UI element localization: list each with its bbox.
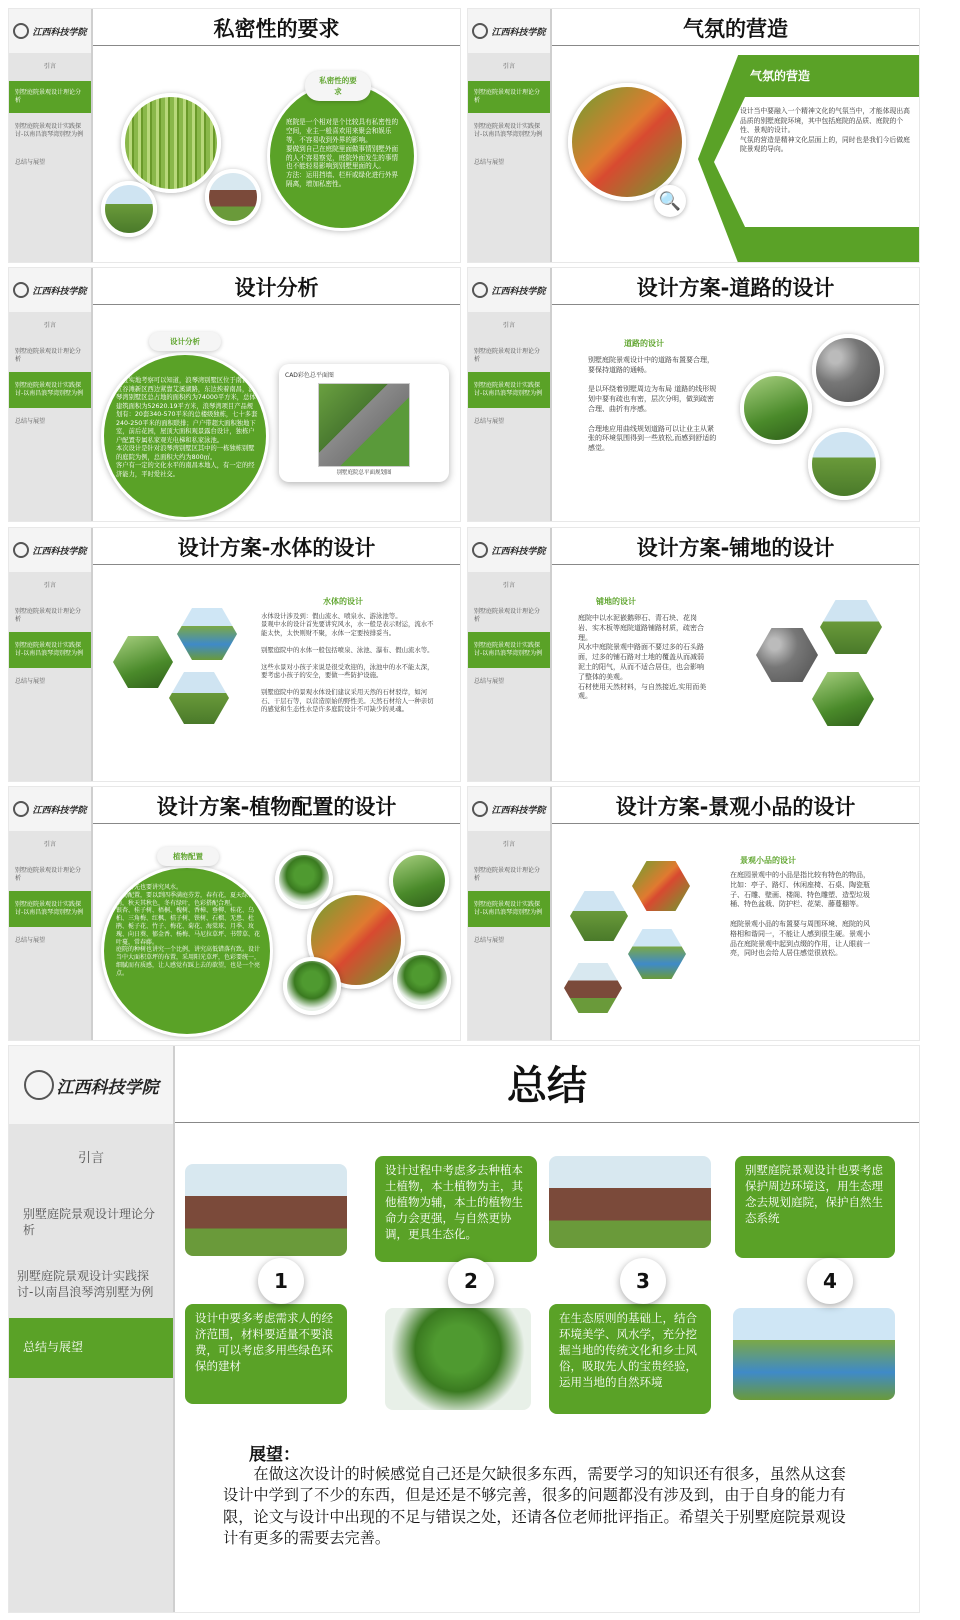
nav-summary[interactable]: 总结与展望 [15, 678, 46, 686]
slide-summary [8, 1045, 920, 1613]
cad-label: CAD彩色总平面图 [285, 372, 334, 379]
step-number-3: 3 [620, 1258, 666, 1304]
school-logo: 江西科技学院 [468, 787, 550, 831]
slide-planting [8, 786, 461, 1041]
analysis-text-circle [101, 352, 269, 520]
step-number-1: 1 [258, 1258, 304, 1304]
school-logo: 江西科技学院 [9, 528, 91, 572]
nav-intro[interactable]: 引言 [502, 582, 515, 590]
ornament-text: 在庭园景观中的小品是指比较有特色的物品，比如：亭子、路灯、休闲座椅、石桌、陶瓷瓶子、石雕、壁画、楼阁、特色雕塑、造型垃圾桶、特色盆栽、防护栏、花架、藤蔓棚等。 庭院景观小品的布置要与周围环境、庭院的风格相和谐同一，不能让人感到很生硬。景观小品在庭院景观中起到点缀的作用，让人眼前一亮，同时也会给人居住感觉很放松。 [730, 871, 870, 958]
sidebar [468, 528, 552, 781]
title-divider [93, 304, 460, 305]
summary-image-2 [385, 1308, 531, 1410]
nav-intro[interactable]: 引言 [502, 841, 515, 849]
slide-water [8, 527, 461, 782]
nav-theory[interactable]: 别墅庭院景观设计理论分析 [15, 348, 82, 363]
nav-summary[interactable]: 总结与展望 [474, 937, 505, 945]
slide-ornament [467, 786, 920, 1041]
slide-title: 设计方案-水体的设计 [177, 536, 376, 560]
nav-theory[interactable]: 别墅庭院景观设计理论分析 [468, 81, 550, 113]
nav-practice[interactable]: 别墅庭院景观设计实践探讨-以南昌浪琴湾别墅为例 [17, 1269, 154, 1299]
pine-tree-image [393, 951, 451, 1009]
step-number-2: 2 [448, 1258, 494, 1304]
sidebar [9, 1046, 175, 1612]
planting-text: 植物首先也要讲究风水。 植物配置，要以到四季满庭芬芳，春有花，夏天绿树成荫，秋天其秋色，冬有绿叶，色彩搭配合理。 银杏、桂子树、梧桐、槐树、香樟、垂柳、桂花、乌桕、三角梅、红枫、桔子树、铁树、石榴、无患、杜鹃、栀子花、竹子、梅花、菊花、海棠球、月季、玫瑰、向日葵、郁金香、杨梅、马尼拉草坪、书带草、花叶蔓，常春藤。 庭院的种树也讲究一个比例，讲究高低错落有致。设计当中大面积草坪的布置，采用阳光草坪，色彩要统一，细腻而有质感，让人感觉有踩上去的欲望，也是一个亮点。 [116, 884, 261, 977]
nav-summary[interactable]: 总结与展望 [15, 159, 46, 167]
ornament-heading: 景观小品的设计 [740, 856, 796, 865]
summary-box-3: 在生态原则的基础上，结合环境美学、风水学，充分挖掘当地的传统文化和乡土风俗，吸取先人的宝贵经验，运用当地的自然环境 [549, 1304, 711, 1414]
slide-title: 总结 [507, 1063, 587, 1109]
rockery-image [113, 636, 173, 688]
summary-box-4: 别墅庭院景观设计也要考虑保护周边环境这，用生态理念去规划庭院，保护自然生态系统 [735, 1156, 895, 1258]
privacy-pill: 私密性的要求 [305, 71, 371, 101]
pavilion-image [570, 891, 628, 941]
nav-practice[interactable]: 别墅庭院景观设计实践探讨-以南昌浪琴湾别墅为例 [9, 372, 91, 408]
analysis-text: 通过实地考察可以知道，浪琴湾别墅区位于南昌市红谷滩新区西边紧靠艾溪湖路，东边挨着南昌，浪琴湾别墅区总占地的面积约为74000平方米，总体建筑面积为52620.19平方米，浪琴湾项目产品规划有：20套340-570平米的总楼级独栋，七十多套240-250平米的面积联排；户户带超大面积独地下室，前后花园，屋顶大面积观景露台设计，独栋户户配置专属私家观光电梯和私家泳池。 本次设计是针对浪琴湾别墅区其中的一栋独栋别墅的庭院为例，总面积大约为800㎡。 客户有一定的文化水平的南昌本地人，有一定的经济能力，平时爱社交。 [116, 377, 258, 478]
search-icon[interactable]: 🔍 [654, 185, 686, 217]
summary-image-3 [549, 1156, 711, 1248]
nav-theory[interactable]: 别墅庭院景观设计理论分析 [474, 867, 541, 882]
nav-summary[interactable]: 总结与展望 [474, 418, 505, 426]
pottery-image [632, 861, 690, 911]
school-logo: 江西科技学院 [9, 1046, 173, 1124]
planting-pill: 植物配置 [157, 847, 219, 866]
nav-intro[interactable]: 引言 [77, 1150, 104, 1166]
slide-road [467, 267, 920, 522]
nav-summary[interactable]: 总结与展望 [474, 678, 505, 686]
slide-title: 私密性的要求 [213, 17, 340, 41]
slide-title: 气氛的营造 [683, 17, 788, 41]
paving-text: 庭院中以水泥嵌鹅卵石、青石块、花岗岩、实木板等庭院道路铺路材质，疏密合理。 风水中庭院景观中路面不要过多的石头路面，过多的铺石路对土地的覆盖从而减弱泥土的阳气，从而不适合居住，也会影响了整体的美观。 石材使用天然材料，与自然接近,实用而美观。 [578, 614, 707, 701]
road-heading: 道路的设计 [624, 339, 664, 348]
nav-theory[interactable]: 别墅庭院景观设计理论分析 [15, 608, 82, 623]
school-logo: 江西科技学院 [9, 268, 91, 312]
step-number-4: 4 [807, 1258, 853, 1304]
nav-intro[interactable]: 引言 [502, 322, 515, 330]
nav-theory[interactable]: 别墅庭院景观设计理论分析 [15, 867, 82, 882]
slide-analysis [8, 267, 461, 522]
school-logo: 江西科技学院 [468, 528, 550, 572]
summary-image-1 [185, 1164, 347, 1256]
nav-practice[interactable]: 别墅庭院景观设计实践探讨-以南昌浪琴湾别墅为例 [468, 632, 550, 668]
atmosphere-heading: 气氛的营造 [750, 69, 811, 83]
sidebar [9, 787, 93, 1040]
plan-caption: 别墅庭院总平面规划图 [336, 470, 392, 476]
gate-image [205, 169, 261, 225]
cad-plan-card [279, 364, 449, 482]
paving-heading: 铺地的设计 [596, 597, 636, 606]
water-heading: 水体的设计 [323, 597, 363, 606]
nav-intro[interactable]: 引言 [43, 322, 56, 330]
title-divider [93, 823, 460, 824]
path-image [740, 372, 812, 444]
nav-theory[interactable]: 别墅庭院景观设计理论分析 [23, 1207, 156, 1237]
nav-practice[interactable]: 别墅庭院景观设计实践探讨-以南昌浪琴湾别墅为例 [15, 123, 84, 138]
nav-intro[interactable]: 引言 [502, 63, 515, 71]
summary-box-2: 设计过程中考虑多去种植本土植物，本土植物为主，其他植物为辅，本土的植物生命力会更强，与自然更协调，更具生态化。 [375, 1156, 537, 1262]
outlook-text: 在做这次设计的时候感觉自己还是欠缺很多东西，需要学习的知识还有很多，虽然从这套设计中学到了不少的东西，但是还是不够完善，很多的问题都没有涉及到，由于自身的能力有限，论文与设计中出现的不足与错误之处，还请各位老师批评指正。希望关于别墅庭院景观设计有更多的需要去完善。 [223, 1465, 846, 1547]
sidebar [468, 268, 552, 521]
school-logo: 江西科技学院 [9, 787, 91, 831]
title-divider [552, 45, 919, 46]
title-divider [552, 823, 919, 824]
bench-image [564, 963, 622, 1013]
sidebar [9, 528, 93, 781]
privacy-text: 庭院是一个相对是个比较具有私密性的空间，业主一般喜欢用来聚会和娱乐等，不容易收到外界的影响。 要做到自己在庭院里面做事情别墅外面的人不容易察觉，庭院外面发生的事情也不能轻易影响到别墅里面的人。 方法：运用挡墙、栏杆或绿化进行外界隔离，增加私密性。 [286, 118, 399, 189]
slide-paving [467, 527, 920, 782]
atmosphere-text: 设计当中要融入一个精神文化的气氛当中，才能体现出高品质的别墅庭院环境，其中包括庭院的品质、庭院的个性、景观的设计。 气氛的营造是精神文化层面上的，同时也是我们今后做庭院景观的导向。 [740, 107, 910, 154]
nav-theory[interactable]: 别墅庭院景观设计理论分析 [474, 608, 541, 623]
lawn-image [389, 851, 449, 911]
outlook-title: 展望： [249, 1445, 300, 1465]
garden-path-image [568, 83, 686, 201]
slide-title: 设计分析 [234, 276, 319, 300]
sidebar [468, 9, 552, 262]
garden-image [628, 929, 686, 979]
nav-practice[interactable]: 别墅庭院景观设计实践探讨-以南昌浪琴湾别墅为例 [9, 632, 91, 668]
nav-practice[interactable]: 别墅庭院景观设计实践探讨-以南昌浪琴湾别墅为例 [468, 372, 550, 408]
slide-title: 设计方案-植物配置的设计 [156, 795, 397, 819]
title-divider [552, 304, 919, 305]
title-divider [552, 564, 919, 565]
shrub-image [275, 851, 333, 909]
summary-image-4 [733, 1308, 895, 1400]
school-logo: 江西科技学院 [468, 9, 550, 53]
sidebar [9, 268, 93, 521]
planting-text-circle [101, 865, 273, 1037]
analysis-pill: 设计分析 [149, 332, 221, 351]
nav-intro[interactable]: 引言 [43, 582, 56, 590]
pebble-image [812, 334, 884, 406]
school-logo: 江西科技学院 [468, 268, 550, 312]
sidebar [468, 787, 552, 1040]
privacy-text-circle [267, 81, 417, 231]
slide-title: 设计方案-道路的设计 [636, 276, 835, 300]
fence-image [101, 181, 157, 237]
title-divider [93, 45, 460, 46]
slide-title: 设计方案-景观小品的设计 [615, 795, 856, 819]
nav-summary[interactable]: 总结与展望 [15, 418, 46, 426]
nav-intro[interactable]: 引言 [43, 841, 56, 849]
title-divider [93, 564, 460, 565]
cobblestone-image [756, 628, 818, 682]
bamboo-image [121, 93, 221, 193]
pool-image [177, 608, 237, 660]
nav-intro[interactable]: 引言 [43, 63, 56, 71]
nav-summary[interactable]: 总结与展望 [474, 159, 505, 167]
nav-summary[interactable]: 总结与展望 [9, 1318, 173, 1378]
road-text: 别墅庭院景观设计中的道路布置要合理，要保持道路的通畅。 是以环绕着别墅周边为布局 道路的线形规划中要有疏也有密，层次分明，做到疏密合理、曲折有序感。 合理地应用曲线规划道路可以让业主从紧张的环境氛围得到一些放松,而感到舒适的感觉。 [588, 356, 717, 453]
summary-box-1: 设计中要多考虑需求人的经济范围，材料要适量不要浪费，可以考虑多用些绿色环保的建材 [185, 1304, 347, 1404]
nav-theory[interactable]: 别墅庭院景观设计理论分析 [9, 81, 91, 113]
fountain-image [169, 672, 229, 724]
slide-title: 设计方案-铺地的设计 [636, 536, 835, 560]
site-plan-image [318, 383, 410, 467]
nav-practice[interactable]: 别墅庭院景观设计实践探讨-以南昌浪琴湾别墅为例 [468, 891, 550, 927]
slide-privacy [8, 8, 461, 263]
nav-practice[interactable]: 别墅庭院景观设计实践探讨-以南昌浪琴湾别墅为例 [9, 891, 91, 927]
nav-summary[interactable]: 总结与展望 [15, 937, 46, 945]
sidebar [9, 9, 93, 262]
stepping-stone-image [808, 428, 880, 500]
nav-theory[interactable]: 别墅庭院景观设计理论分析 [474, 348, 541, 363]
stepping-path-image [812, 672, 874, 726]
nav-practice[interactable]: 别墅庭院景观设计实践探讨-以南昌浪琴湾别墅为例 [474, 123, 543, 138]
lawn-path-image [820, 600, 882, 654]
title-divider [175, 1122, 919, 1123]
school-logo: 江西科技学院 [9, 9, 91, 53]
bush-image [283, 957, 341, 1015]
water-text: 水体设计涉及到：假山流水、喷泉水、游泳池等。 景观中水的设计首先要讲究风水，水一般是表示财运，流水不能太快，太快则财不聚，水体一定要按排妥当。 别墅庭院中的水体一般包括喷泉、泳池、瀑布、假山流水等。 这些水景对小孩子来说是很受欢迎的，泳池中的水不能太深，要考虑小孩子的安全，要做一些防护设施。 别墅庭院中的景观水体设们建议采用天然的石材驳岸，如河石、干层石等，以营造原始的野性美。天然石材给人一种亲切的感觉和生态性水是许多庭院设计不可缺少的灵魂。 [261, 612, 434, 713]
slide-atmosphere [467, 8, 920, 263]
